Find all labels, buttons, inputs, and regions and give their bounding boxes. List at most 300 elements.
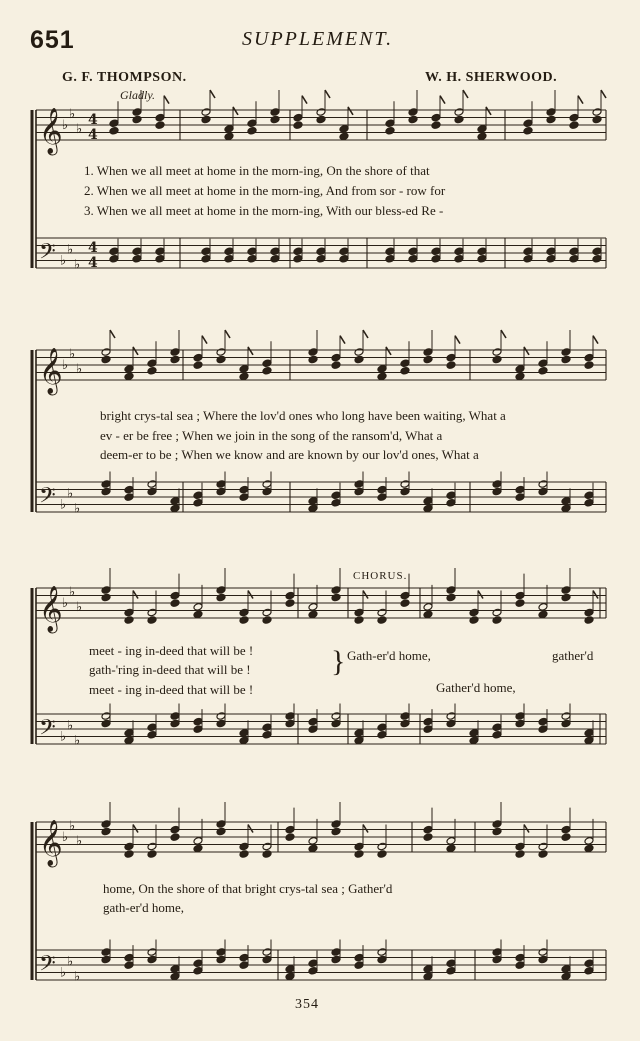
note-flag <box>210 90 215 98</box>
note-head-icon <box>446 353 456 362</box>
note-flag <box>593 591 598 599</box>
note-flag <box>478 591 483 599</box>
note-head-icon <box>316 247 326 256</box>
note-head-icon <box>262 955 272 964</box>
note-head-icon <box>147 608 157 617</box>
note-head-icon <box>216 586 226 595</box>
note-head-icon <box>561 719 571 728</box>
note-head-icon <box>316 115 326 124</box>
note-head-icon <box>400 591 410 600</box>
note-head-icon <box>170 972 180 981</box>
note-head-icon <box>492 355 502 364</box>
note-head-icon <box>385 119 395 128</box>
flat-icon: ♭ <box>60 253 67 269</box>
note-head-icon <box>239 729 249 738</box>
note-head-icon <box>431 254 441 263</box>
note-head-icon <box>216 955 226 964</box>
note-head-icon <box>155 254 165 263</box>
note-head-icon <box>216 820 226 829</box>
note-head-icon <box>124 729 134 738</box>
note-head-icon <box>385 247 395 256</box>
note-head-icon <box>270 254 280 263</box>
note-head-icon <box>515 372 525 381</box>
note-head-icon <box>400 366 410 375</box>
note-head-icon <box>170 712 180 721</box>
note-head-icon <box>270 108 280 117</box>
note-head-icon <box>446 586 456 595</box>
note-head-icon <box>446 498 456 507</box>
note-head-icon <box>538 850 548 859</box>
note-head-icon <box>316 254 326 263</box>
note-flag <box>524 347 529 355</box>
note-flag <box>601 90 606 98</box>
note-head-icon <box>592 115 602 124</box>
note-head-icon <box>377 723 387 732</box>
note-head-icon <box>201 254 211 263</box>
note-head-icon <box>354 348 364 357</box>
note-head-icon <box>492 730 502 739</box>
note-head-icon <box>546 115 556 124</box>
note-head-icon <box>584 361 594 370</box>
note-flag <box>164 96 169 104</box>
note-head-icon <box>239 608 249 617</box>
note-flag <box>248 347 253 355</box>
note-head-icon <box>523 247 533 256</box>
lyric-verse-1: 1. When we all meet at home in the morn-ing, On the shore of that <box>84 163 430 178</box>
note-head-icon <box>446 719 456 728</box>
note-head-icon <box>492 487 502 496</box>
flat-icon: ♭ <box>76 833 83 849</box>
bass-clef-icon: 𝄢 <box>39 715 56 746</box>
note-head-icon <box>101 348 111 357</box>
note-head-icon <box>354 850 364 859</box>
note-head-icon <box>584 491 594 500</box>
note-flag <box>248 591 253 599</box>
note-head-icon <box>377 372 387 381</box>
flat-icon: ♭ <box>76 361 83 377</box>
note-head-icon <box>584 498 594 507</box>
chorus-lyric-soprano: gather'd <box>552 648 594 663</box>
note-head-icon <box>423 497 433 506</box>
flat-icon: ♭ <box>60 497 67 513</box>
note-head-icon <box>247 119 257 128</box>
note-head-icon <box>193 717 203 726</box>
note-head-icon <box>101 820 111 829</box>
note-head-icon <box>339 254 349 263</box>
note-head-icon <box>109 126 119 135</box>
note-head-icon <box>239 485 249 494</box>
note-head-icon <box>377 616 387 625</box>
note-head-icon <box>216 348 226 357</box>
note-head-icon <box>331 948 341 957</box>
note-head-icon <box>285 965 295 974</box>
note-flag <box>325 90 330 98</box>
note-head-icon <box>538 842 548 851</box>
note-head-icon <box>124 850 134 859</box>
note-head-icon <box>423 355 433 364</box>
note-flag <box>486 107 491 115</box>
note-head-icon <box>193 837 203 846</box>
note-head-icon <box>469 616 479 625</box>
note-head-icon <box>239 365 249 374</box>
note-head-icon <box>132 115 142 124</box>
note-head-icon <box>124 616 134 625</box>
note-head-icon <box>239 616 249 625</box>
note-head-icon <box>216 593 226 602</box>
note-head-icon <box>377 485 387 494</box>
note-head-icon <box>247 126 257 135</box>
lyric-verse-2: gath-'ring in-deed that will be ! <box>89 662 251 677</box>
flat-icon: ♭ <box>74 257 81 273</box>
note-head-icon <box>454 254 464 263</box>
note-head-icon <box>316 108 326 117</box>
flat-icon: ♭ <box>74 501 81 517</box>
note-head-icon <box>492 948 502 957</box>
note-head-icon <box>239 850 249 859</box>
note-head-icon <box>354 608 364 617</box>
lyric-verse-1: meet - ing in-deed that will be ! <box>89 643 254 658</box>
note-head-icon <box>592 254 602 263</box>
lyric-verse-2: 2. When we all meet at home in the morn-ing, And from sor - row for <box>84 183 446 198</box>
note-head-icon <box>561 825 571 834</box>
note-head-icon <box>262 359 272 368</box>
note-head-icon <box>515 599 525 608</box>
note-head-icon <box>546 247 556 256</box>
note-head-icon <box>270 115 280 124</box>
note-head-icon <box>515 493 525 502</box>
note-head-icon <box>101 355 111 364</box>
note-head-icon <box>262 850 272 859</box>
note-head-icon <box>308 610 318 619</box>
note-head-icon <box>377 842 387 851</box>
note-head-icon <box>216 712 226 721</box>
note-head-icon <box>331 593 341 602</box>
note-head-icon <box>239 372 249 381</box>
note-head-icon <box>101 827 111 836</box>
note-head-icon <box>569 121 579 130</box>
note-head-icon <box>446 491 456 500</box>
note-head-icon <box>193 498 203 507</box>
note-head-icon <box>124 372 134 381</box>
flat-icon: ♭ <box>67 954 74 970</box>
note-head-icon <box>170 504 180 513</box>
note-head-icon <box>147 955 157 964</box>
note-head-icon <box>446 966 456 975</box>
note-flag <box>455 336 460 344</box>
note-head-icon <box>170 833 180 842</box>
note-head-icon <box>124 961 134 970</box>
flat-icon: ♭ <box>69 346 76 362</box>
lyric-verse-3: 3. When we all meet at home in the morn-ing, With our bless-ed Re - <box>84 203 444 218</box>
flat-icon: ♭ <box>62 118 69 133</box>
chorus-label: CHORUS. <box>353 570 408 582</box>
verse-brace: } <box>331 645 346 678</box>
note-head-icon <box>216 487 226 496</box>
note-head-icon <box>538 948 548 957</box>
note-head-icon <box>538 725 548 734</box>
note-head-icon <box>132 254 142 263</box>
note-head-icon <box>170 355 180 364</box>
note-head-icon <box>423 717 433 726</box>
note-head-icon <box>331 820 341 829</box>
note-head-icon <box>193 966 203 975</box>
note-head-icon <box>469 736 479 745</box>
note-head-icon <box>446 844 456 853</box>
note-head-icon <box>454 108 464 117</box>
note-head-icon <box>538 487 548 496</box>
hymn-number: 651 <box>30 26 75 54</box>
note-head-icon <box>262 487 272 496</box>
note-head-icon <box>492 348 502 357</box>
note-head-icon <box>331 827 341 836</box>
note-head-icon <box>584 959 594 968</box>
note-head-icon <box>285 972 295 981</box>
note-head-icon <box>170 825 180 834</box>
note-head-icon <box>224 247 234 256</box>
note-head-icon <box>584 736 594 745</box>
note-head-icon <box>477 125 487 134</box>
note-head-icon <box>546 108 556 117</box>
note-head-icon <box>308 966 318 975</box>
note-head-icon <box>216 480 226 489</box>
note-head-icon <box>477 132 487 141</box>
note-head-icon <box>584 966 594 975</box>
note-head-icon <box>170 591 180 600</box>
note-head-icon <box>147 842 157 851</box>
note-head-icon <box>262 730 272 739</box>
note-head-icon <box>293 247 303 256</box>
note-head-icon <box>101 955 111 964</box>
note-head-icon <box>446 712 456 721</box>
note-head-icon <box>216 827 226 836</box>
note-head-icon <box>523 254 533 263</box>
note-head-icon <box>101 593 111 602</box>
note-head-icon <box>354 729 364 738</box>
note-head-icon <box>569 247 579 256</box>
note-head-icon <box>109 119 119 128</box>
note-head-icon <box>270 247 280 256</box>
note-head-icon <box>193 610 203 619</box>
note-head-icon <box>308 497 318 506</box>
note-head-icon <box>431 247 441 256</box>
note-head-icon <box>561 712 571 721</box>
note-head-icon <box>293 113 303 122</box>
note-head-icon <box>262 616 272 625</box>
note-head-icon <box>124 608 134 617</box>
note-head-icon <box>101 719 111 728</box>
note-head-icon <box>216 948 226 957</box>
note-head-icon <box>423 725 433 734</box>
note-head-icon <box>423 603 433 612</box>
time-signature-icon: 4 <box>88 112 98 128</box>
note-head-icon <box>147 366 157 375</box>
note-head-icon <box>193 844 203 853</box>
note-head-icon <box>515 953 525 962</box>
note-head-icon <box>423 504 433 513</box>
note-head-icon <box>354 355 364 364</box>
time-signature-icon: 4 <box>88 240 98 256</box>
note-head-icon <box>538 359 548 368</box>
note-head-icon <box>431 113 441 122</box>
note-head-icon <box>132 108 142 117</box>
note-flag <box>578 96 583 104</box>
note-head-icon <box>170 719 180 728</box>
note-head-icon <box>224 254 234 263</box>
flat-icon: ♭ <box>74 969 81 985</box>
note-head-icon <box>538 610 548 619</box>
note-head-icon <box>408 254 418 263</box>
note-flag <box>501 330 506 338</box>
note-head-icon <box>408 115 418 124</box>
note-head-icon <box>584 353 594 362</box>
note-head-icon <box>331 586 341 595</box>
note-head-icon <box>561 504 571 513</box>
note-head-icon <box>446 361 456 370</box>
note-flag <box>363 330 368 338</box>
note-head-icon <box>354 480 364 489</box>
note-head-icon <box>124 736 134 745</box>
note-head-icon <box>515 365 525 374</box>
flat-icon: ♭ <box>67 718 74 734</box>
composer-credit: G. F. THOMPSON. <box>62 70 187 85</box>
note-head-icon <box>201 108 211 117</box>
note-head-icon <box>331 719 341 728</box>
flat-icon: ♭ <box>69 584 76 600</box>
treble-clef-icon: 𝄞 <box>39 108 63 154</box>
note-head-icon <box>400 719 410 728</box>
note-head-icon <box>155 121 165 130</box>
note-head-icon <box>492 820 502 829</box>
note-head-icon <box>224 132 234 141</box>
note-head-icon <box>354 961 364 970</box>
note-head-icon <box>239 736 249 745</box>
note-head-icon <box>124 485 134 494</box>
note-flag <box>524 825 529 833</box>
flat-icon: ♭ <box>76 121 83 137</box>
note-head-icon <box>584 844 594 853</box>
flat-icon: ♭ <box>69 106 76 122</box>
bass-clef-icon: 𝄢 <box>39 951 56 982</box>
note-head-icon <box>354 616 364 625</box>
note-head-icon <box>377 730 387 739</box>
note-head-icon <box>262 366 272 375</box>
note-head-icon <box>155 247 165 256</box>
lyric-verse-3: deem-er to be ; When we know and are known by our lov'd ones, What a <box>100 447 479 462</box>
note-head-icon <box>423 833 433 842</box>
note-flag <box>363 591 368 599</box>
note-head-icon <box>308 725 318 734</box>
note-head-icon <box>124 842 134 851</box>
note-head-icon <box>216 355 226 364</box>
note-head-icon <box>124 493 134 502</box>
note-head-icon <box>109 247 119 256</box>
note-head-icon <box>546 254 556 263</box>
note-head-icon <box>492 480 502 489</box>
note-head-icon <box>155 113 165 122</box>
note-head-icon <box>293 254 303 263</box>
note-head-icon <box>377 608 387 617</box>
note-head-icon <box>147 359 157 368</box>
note-head-icon <box>515 712 525 721</box>
note-flag <box>233 107 238 115</box>
note-head-icon <box>454 247 464 256</box>
note-head-icon <box>515 842 525 851</box>
lyric-verse-3: meet - ing in-deed that will be ! <box>89 682 254 697</box>
note-head-icon <box>170 965 180 974</box>
note-head-icon <box>492 616 502 625</box>
note-head-icon <box>408 108 418 117</box>
note-head-icon <box>101 487 111 496</box>
note-head-icon <box>331 712 341 721</box>
note-head-icon <box>492 608 502 617</box>
note-head-icon <box>377 493 387 502</box>
note-head-icon <box>147 850 157 859</box>
note-head-icon <box>561 833 571 842</box>
note-head-icon <box>354 953 364 962</box>
note-head-icon <box>538 717 548 726</box>
flat-icon: ♭ <box>69 818 76 834</box>
note-flag <box>225 330 230 338</box>
note-head-icon <box>569 254 579 263</box>
note-head-icon <box>239 961 249 970</box>
note-head-icon <box>423 972 433 981</box>
note-flag <box>440 96 445 104</box>
note-head-icon <box>147 730 157 739</box>
note-head-icon <box>423 965 433 974</box>
lyric-verse-1: bright crys-tal sea ; Where the lov'd ones who long have been waiting, What a <box>100 408 506 423</box>
note-flag <box>248 825 253 833</box>
note-head-icon <box>293 121 303 130</box>
note-head-icon <box>193 959 203 968</box>
note-head-icon <box>446 837 456 846</box>
note-head-icon <box>561 348 571 357</box>
note-head-icon <box>423 348 433 357</box>
note-head-icon <box>308 959 318 968</box>
note-head-icon <box>538 603 548 612</box>
note-head-icon <box>124 365 134 374</box>
tempo-marking: Gladly. <box>120 88 155 102</box>
note-head-icon <box>561 593 571 602</box>
note-head-icon <box>446 593 456 602</box>
note-flag <box>363 825 368 833</box>
note-head-icon <box>147 616 157 625</box>
note-head-icon <box>515 591 525 600</box>
note-head-icon <box>400 359 410 368</box>
note-head-icon <box>170 599 180 608</box>
note-head-icon <box>285 599 295 608</box>
note-head-icon <box>262 948 272 957</box>
note-head-icon <box>377 850 387 859</box>
treble-clef-icon: 𝄞 <box>39 348 63 394</box>
note-head-icon <box>423 825 433 834</box>
note-head-icon <box>308 717 318 726</box>
note-head-icon <box>584 729 594 738</box>
note-head-icon <box>354 736 364 745</box>
note-head-icon <box>477 247 487 256</box>
note-flag <box>340 336 345 344</box>
note-head-icon <box>331 955 341 964</box>
note-head-icon <box>247 254 257 263</box>
flat-icon: ♭ <box>76 599 83 615</box>
note-head-icon <box>124 953 134 962</box>
note-head-icon <box>538 366 548 375</box>
note-head-icon <box>538 955 548 964</box>
note-flag <box>463 90 468 98</box>
note-head-icon <box>101 586 111 595</box>
note-head-icon <box>400 480 410 489</box>
time-signature-icon: 4 <box>88 127 98 143</box>
note-head-icon <box>515 961 525 970</box>
